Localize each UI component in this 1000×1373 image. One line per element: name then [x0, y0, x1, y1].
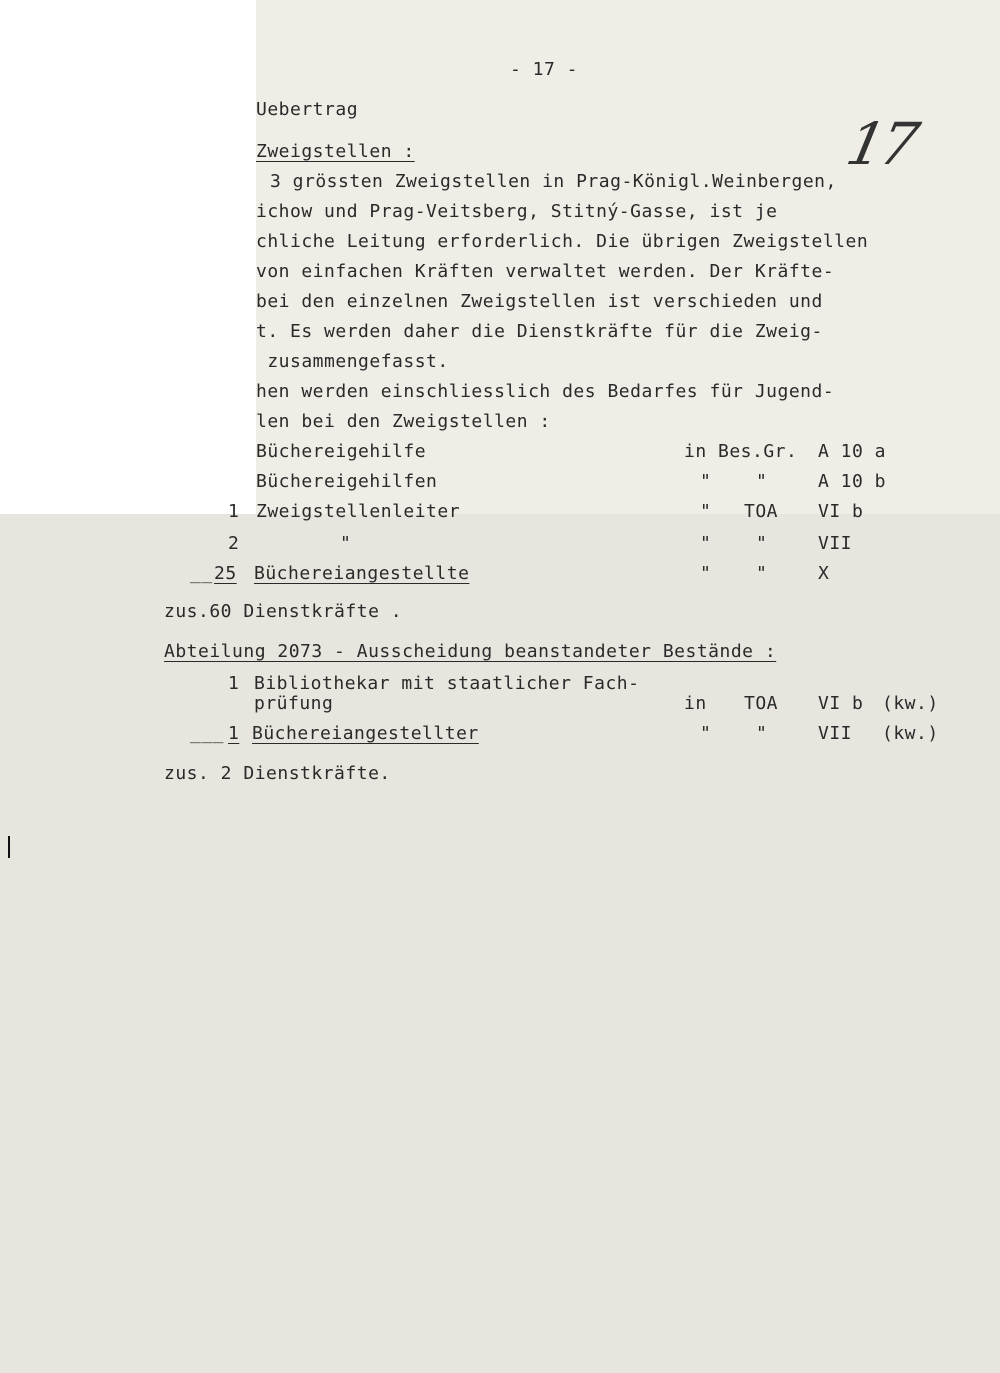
row-count: 1	[228, 673, 240, 694]
row-prefix: in	[684, 693, 707, 714]
row-group: "	[756, 563, 768, 584]
row-prefix: "	[700, 563, 712, 584]
paragraph-line: ichow und Prag-Veitsberg, Stitný-Gasse, ist je	[256, 201, 778, 222]
row-group: "	[756, 533, 768, 554]
row-note: (kw.)	[882, 693, 939, 714]
row-grade: VI b	[818, 693, 864, 714]
row-title: Büchereiangestellter	[252, 723, 479, 744]
row-group: TOA	[744, 501, 779, 522]
row-title: "	[340, 533, 352, 554]
row-grade: VI b	[818, 501, 864, 522]
row-group: "	[756, 471, 768, 492]
row-title-continued: prüfung	[254, 693, 334, 714]
page-number: - 17 -	[510, 59, 579, 80]
row-group: "	[756, 723, 768, 744]
paragraph-line: zusammengefasst.	[256, 351, 449, 372]
row-grade: VII	[818, 533, 853, 554]
row-prefix: in	[684, 441, 707, 462]
total-line: zus. 2 Dienstkräfte.	[164, 763, 391, 784]
row-prefix: "	[700, 533, 712, 554]
row-underline: ___	[190, 723, 225, 744]
row-prefix: "	[700, 471, 712, 492]
paragraph-line: t. Es werden daher die Dienstkräfte für die Zweig-	[256, 321, 823, 342]
handwritten-page-number: 17	[840, 110, 922, 178]
row-grade: A 10 a	[818, 441, 887, 462]
paragraph-line: hen werden einschliesslich des Bedarfes für Jugend-	[256, 381, 835, 402]
paragraph-line: 3 grössten Zweigstellen in Prag-Königl.Weinbergen,	[270, 171, 837, 192]
row-title: Büchereigehilfe	[256, 441, 427, 462]
row-count: 1	[228, 723, 240, 744]
row-prefix: "	[700, 723, 712, 744]
total-line: zus.60 Dienstkräfte .	[164, 601, 403, 622]
row-note: (kw.)	[882, 723, 939, 744]
paragraph-line: von einfachen Kräften verwaltet werden. Der Kräfte-	[256, 261, 835, 282]
row-count: 2	[228, 533, 240, 554]
row-grade: A 10 b	[818, 471, 887, 492]
paper-upper-sheet	[256, 0, 1000, 514]
row-group: TOA	[744, 693, 779, 714]
zweigstellen-heading: Zweigstellen :	[256, 141, 415, 162]
row-grade: X	[818, 563, 830, 584]
row-title: Büchereiangestellte	[254, 563, 470, 584]
row-prefix: "	[700, 501, 712, 522]
header-uebertrag: Uebertrag	[256, 99, 359, 120]
paragraph-line: bei den einzelnen Zweigstellen ist verschieden und	[256, 291, 823, 312]
row-title: Büchereigehilfen	[256, 471, 438, 492]
blank-corner	[0, 0, 256, 514]
row-count: 1	[228, 501, 240, 522]
row-grade: VII	[818, 723, 853, 744]
paragraph-line: len bei den Zweigstellen :	[256, 411, 551, 432]
section-heading: Abteilung 2073 - Ausscheidung beanstandeter Bestände :	[164, 641, 777, 662]
row-group: Bes.Gr.	[718, 441, 798, 462]
row-title: Zweigstellenleiter	[256, 501, 461, 522]
row-underline: __	[190, 563, 213, 584]
row-title: Bibliothekar mit staatlicher Fach-	[254, 673, 640, 694]
edge-mark	[8, 836, 10, 858]
paragraph-line: chliche Leitung erforderlich. Die übrigen Zweigstellen	[256, 231, 869, 252]
row-count: 25	[214, 563, 237, 584]
